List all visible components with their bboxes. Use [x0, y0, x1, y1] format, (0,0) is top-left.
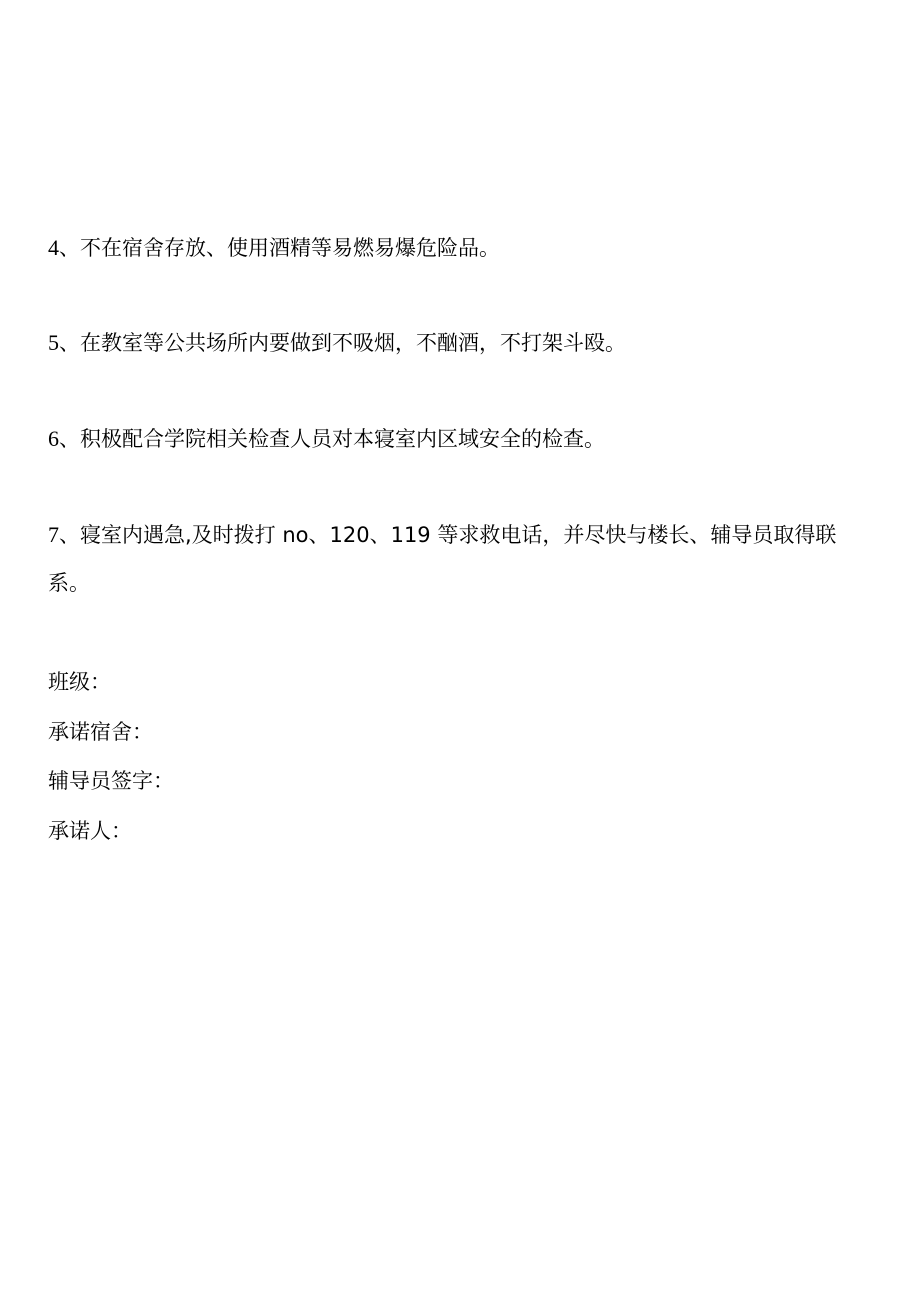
rule-text: 、在教室等公共场所内要做到不吸烟，不酗酒，不打架斗殴。 — [59, 331, 626, 355]
rule-number: 4 — [48, 235, 59, 260]
rule-text: 、寝室内遇急,及时拨打 no、120、119 等求救电话，并尽快与楼长、辅导员取得联系。 — [48, 523, 837, 595]
rule-item-5 — [48, 319, 868, 367]
class-field-label: 班级： — [48, 670, 111, 694]
counselor-signature-label: 辅导员签字： — [48, 769, 174, 793]
promiser-field-label: 承诺人： — [48, 819, 132, 843]
rule-item-7 — [48, 511, 868, 607]
rule-number: 5 — [48, 330, 59, 355]
rule-item-6 — [48, 415, 868, 463]
rule-number: 6 — [48, 426, 59, 451]
rule-item-4 — [48, 224, 868, 272]
rule-text: 、不在宿舍存放、使用酒精等易燃易爆危险品。 — [59, 236, 500, 260]
rule-text: 、积极配合学院相关检查人员对本寝室内区域安全的检查。 — [59, 427, 605, 451]
dorm-field-label: 承诺宿舍： — [48, 720, 153, 744]
rule-number: 7 — [48, 522, 59, 547]
